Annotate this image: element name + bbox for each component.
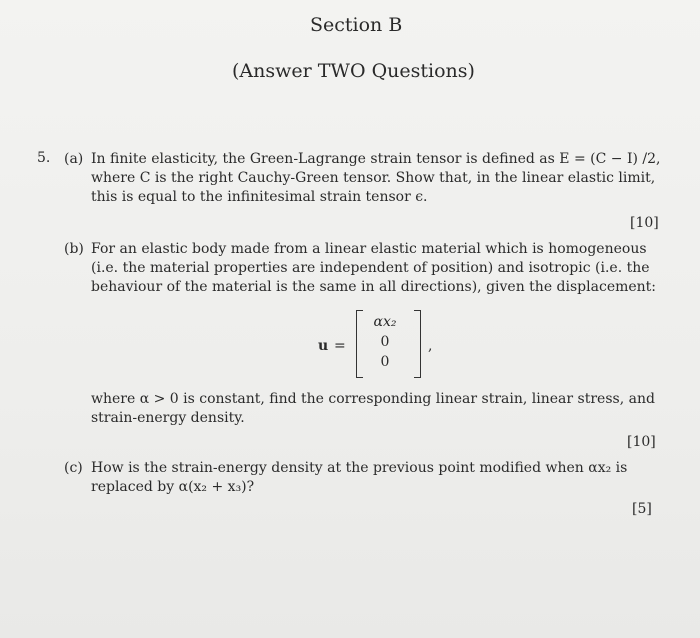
part-a-label: (a)	[64, 151, 84, 167]
part-b-marks: [10]	[627, 434, 656, 450]
part-a-line-3: this is equal to the infinitesimal strain tensor ϵ.	[91, 189, 428, 205]
part-c-line-2: replaced by α(x₂ + x₃)?	[91, 479, 255, 495]
part-c-line-1: How is the strain-energy density at the previous point modified when αx₂ is	[91, 460, 628, 476]
part-b-label: (b)	[64, 241, 84, 257]
matrix-lhs: u	[318, 338, 329, 354]
matrix-equals: =	[334, 338, 346, 354]
part-b-line-3: behaviour of the material is the same in all directions), given the displacement:	[91, 279, 657, 295]
matrix-entry-3: 0	[380, 354, 390, 370]
part-b-after-line-1: where α > 0 is constant, find the corresponding linear strain, linear stress, and	[91, 391, 655, 407]
part-b-line-2: (i.e. the material properties are independent of position) and isotropic (i.e. the	[91, 260, 650, 276]
part-a-marks: [10]	[630, 215, 659, 231]
part-a-line-2: where C is the right Cauchy-Green tensor. Show that, in the linear elastic limit,	[91, 170, 656, 186]
right-bracket	[414, 310, 421, 378]
section-title: Section B	[310, 14, 403, 36]
part-b-after-line-2: strain-energy density.	[91, 410, 245, 426]
matrix-entry-2: 0	[380, 334, 390, 350]
part-b-line-1: For an elastic body made from a linear elastic material which is homogeneous	[91, 241, 647, 257]
part-a-line-1: In finite elasticity, the Green-Lagrange strain tensor is defined as E = (C − I) /2,	[91, 151, 661, 167]
matrix-entry-1: αx₂	[373, 314, 397, 330]
part-c-label: (c)	[64, 460, 83, 476]
matrix-comma: ,	[428, 338, 433, 354]
question-number: 5.	[37, 150, 51, 166]
part-c-marks: [5]	[632, 501, 652, 517]
instruction-text: (Answer TWO Questions)	[232, 60, 475, 82]
